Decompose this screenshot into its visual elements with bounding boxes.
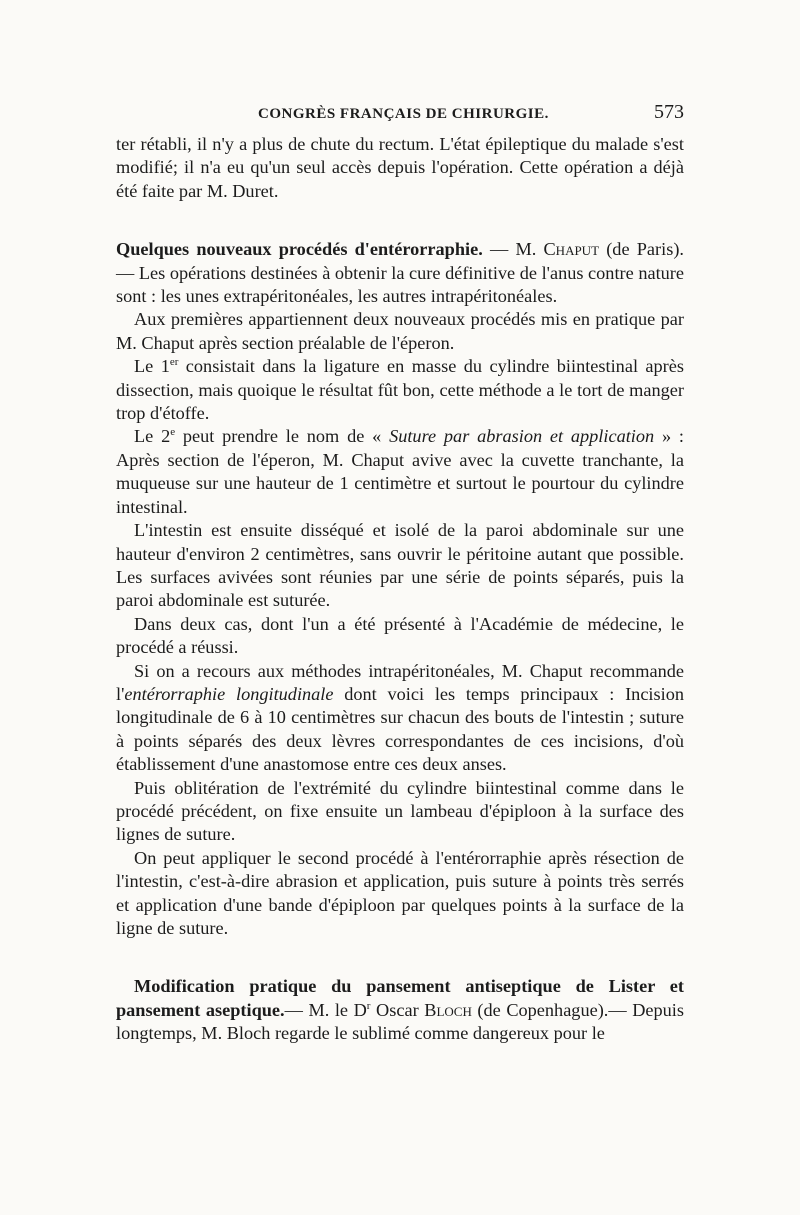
superscript: er: [169, 356, 179, 369]
running-head: CONGRÈS FRANÇAIS DE CHIRURGIE.: [258, 106, 549, 122]
page-number: 573: [654, 101, 684, 123]
paragraph-lister: [116, 975, 684, 1045]
paragraph-second-procedure: [116, 425, 684, 519]
author-name-chaput: Chaput: [543, 239, 600, 260]
paragraph-first-procedure: [116, 355, 684, 425]
paragraph: Aux premières appartiennent deux nouveaux procédés mis en pratique par M. Chaput après section préalable de l'éperon.: [116, 309, 684, 353]
author-dash: — M.: [482, 239, 544, 260]
paragraph-enterorraphie: [116, 238, 684, 308]
paragraph-text: Le 2: [134, 426, 171, 447]
paragraph-text: Si on a recours aux méthodes intrapéritonéales, M. Chaput recommande l': [116, 660, 684, 704]
paragraph-text: peut prendre le nom de «: [175, 426, 390, 447]
paragraph-text: (de Copenhague).— Depuis longtemps, M. Bloch regarde le sublimé comme dangereux pour le: [116, 999, 684, 1044]
author-name-bloch: Bloch: [424, 999, 472, 1020]
superscript: r: [366, 999, 371, 1012]
author-first-name: Oscar: [370, 999, 425, 1020]
paragraph: Dans deux cas, dont l'un a été présenté à l'Académie de médecine, le procédé a réussi.: [116, 613, 684, 658]
paragraph-continuation: ter rétabli, il n'y a plus de chute du rectum. L'état épileptique du malade s'est modifié; il n'a eu qu'un seul accès depuis l'opération. Cette opération a déjà été faite par M. Duret.: [116, 134, 684, 201]
page-header: [116, 101, 684, 124]
paragraph-text: » : Après section de l'éperon, M. Chaput avive avec la cuvette tranchante, la muqueuse sur une hauteur de 1 centimètre et surtout le pourtour du cylindre intestinal.: [116, 426, 684, 517]
paragraph-text: (de Paris). — Les opérations destinées à obtenir la cure définitive de l'anus contre nature sont : les unes extrapéritonéales, les autres intrapéritonéales.: [116, 239, 684, 307]
italic-phrase: Suture par abrasion et application: [389, 426, 655, 447]
paragraph-intraperitoneal: [116, 660, 684, 777]
paragraph: On peut appliquer le second procédé à l'entérorraphie après résection de l'intestin, c'est-à-dire abrasion et application, puis suture à points très serrés et application d'une bande d'épiploon par quelques points à la surface de la ligne de suture.: [116, 847, 684, 938]
paragraph: Puis oblitération de l'extrémité du cylindre biintestinal comme dans le procédé précédent, on fixe ensuite un lambeau d'épiploon à la surface des lignes de suture.: [116, 777, 684, 845]
section-title-lister: Modification pratique du pansement antiseptique de Lister et pansement aseptique.: [116, 976, 684, 1020]
page-body: [116, 133, 684, 1046]
section-title-enterorraphie: Quelques nouveaux procédés d'entérorraphie.: [116, 239, 483, 260]
paragraph-text: dont voici les temps principaux : Incision longitudinale de 6 à 10 centimètres sur chacun des bouts de l'intestin ; suture à points séparés des deux lèvres correspondantes de ces incisions, d'où établissement d'une anastomose entre ces deux anses.: [116, 683, 684, 775]
paragraph-text: consistait dans la ligature en masse du cylindre biintestinal après dissection, mais quoique le résultat fût bon, cette méthode a le tort de manger trop d'étoffe.: [116, 356, 684, 424]
author-dash: — M. le D: [284, 999, 367, 1020]
italic-phrase: entérorraphie longitudinale: [124, 683, 334, 704]
paragraph-text: Le 1: [134, 356, 170, 377]
paragraph: L'intestin est ensuite disséqué et isolé de la paroi abdominale sur une hauteur d'environ 2 centimètres, sans ouvrir le péritoine autant que possible. Les surfaces avivées sont réunies par une série de points séparés, puis la paroi abdominale est suturée.: [116, 520, 684, 611]
superscript: e: [170, 426, 176, 439]
